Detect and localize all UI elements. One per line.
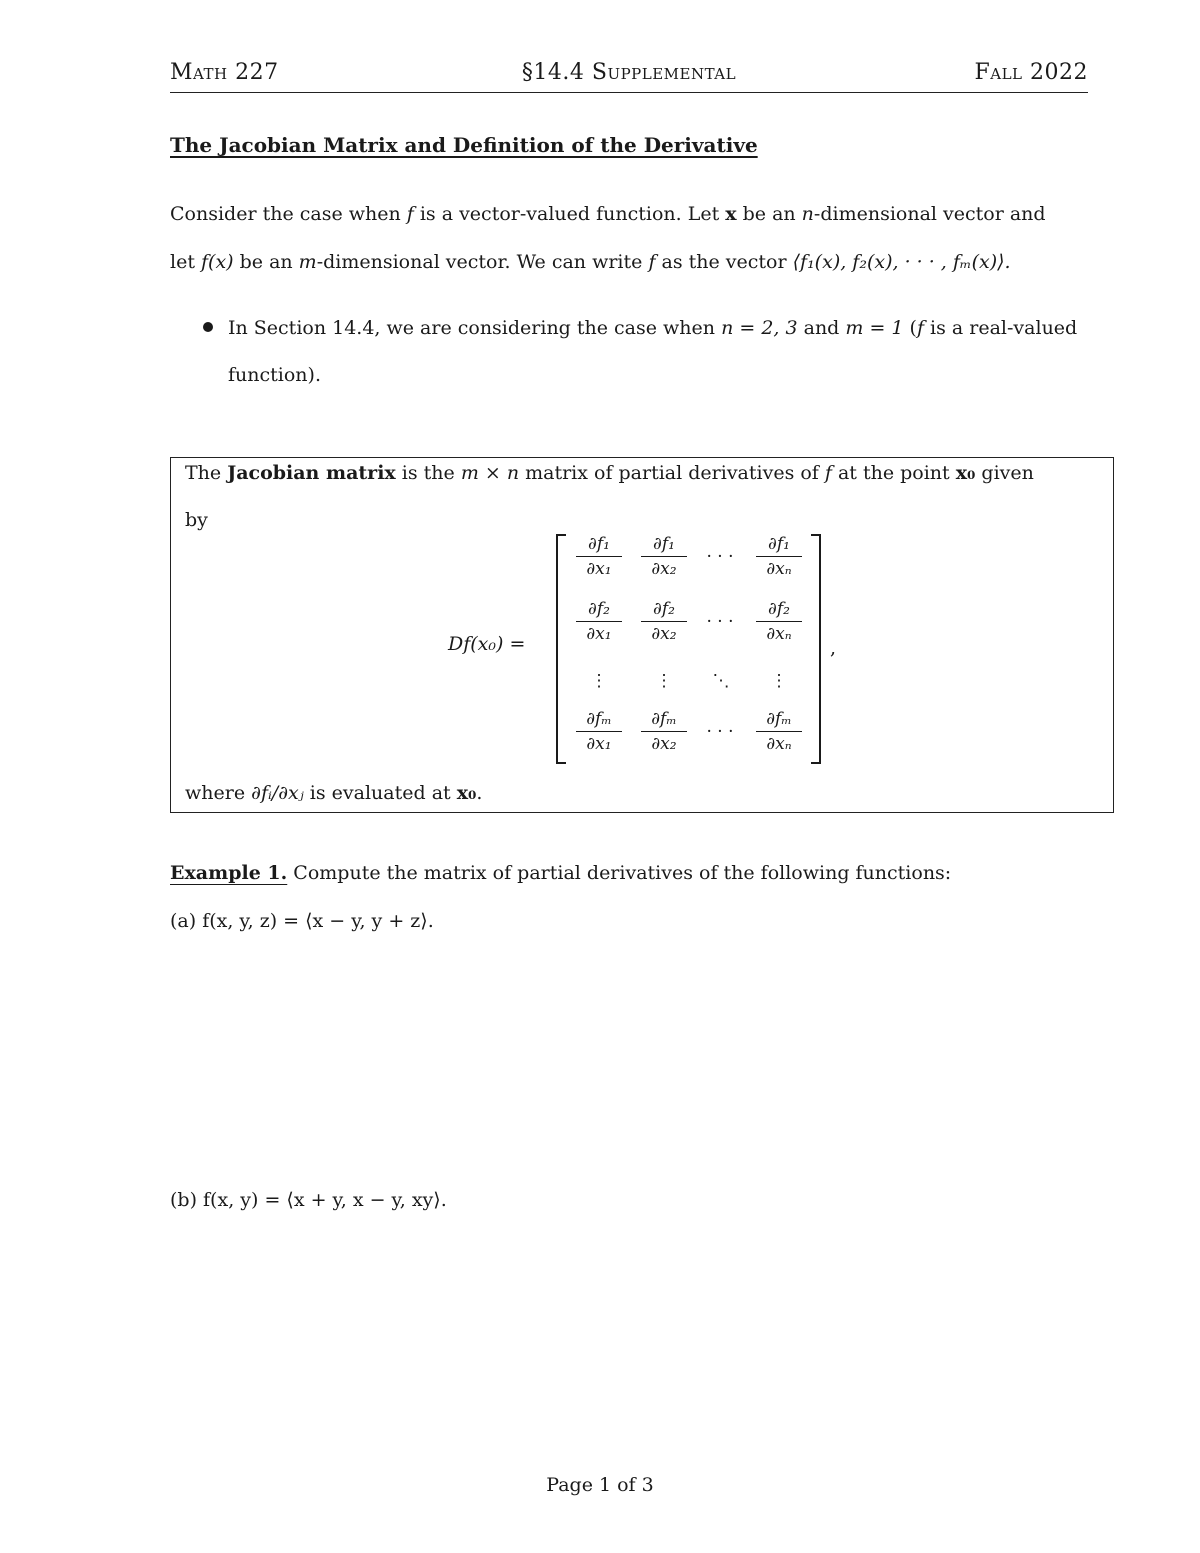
fraction-bar <box>756 731 802 732</box>
math-fx: f(x) <box>201 251 234 273</box>
jacobian-lhs: Df(x₀) = <box>448 633 526 655</box>
defined-term: Jacobian matrix <box>227 462 396 484</box>
text-span: given <box>975 462 1034 484</box>
example-part-b: (b) f(x, y) = ⟨x + y, x − y, xy⟩. <box>170 1189 447 1211</box>
fraction-bar <box>641 731 687 732</box>
fraction-bar <box>576 731 622 732</box>
fraction-bar <box>576 621 622 622</box>
text-span: matrix of partial derivatives of <box>519 462 825 484</box>
denominator: ∂xₙ <box>766 734 792 754</box>
matrix-right-bracket <box>811 534 821 764</box>
denominator: ∂x₂ <box>651 734 677 754</box>
course-name: Math 227 <box>170 60 279 85</box>
math-x0: x₀ <box>955 462 976 484</box>
text-span: and <box>797 317 846 339</box>
math-dimensions: m × n <box>460 462 520 484</box>
example-label: Example 1. <box>170 862 288 884</box>
math-x-bold: x <box>725 203 737 225</box>
denominator: ∂x₁ <box>586 624 612 644</box>
math-f: f <box>916 317 924 339</box>
denominator: ∂x₂ <box>651 559 677 579</box>
bullet-line-2: function). <box>228 364 321 386</box>
section-title: §14.4 Supplemental <box>521 60 737 85</box>
page-number: Page 1 of 3 <box>546 1474 654 1496</box>
matrix-entry <box>752 708 806 755</box>
intro-line-2 <box>170 251 1011 273</box>
denominator: ∂x₁ <box>586 734 612 754</box>
text-span: is the <box>395 462 461 484</box>
numerator: ∂fₘ <box>766 709 792 729</box>
denominator: ∂xₙ <box>766 624 792 644</box>
math-f: f <box>648 251 656 273</box>
numerator: ∂f₂ <box>588 599 610 619</box>
denominator: ∂xₙ <box>766 559 792 579</box>
text-span: In Section 14.4, we are considering the case when <box>228 317 722 339</box>
text-span: The <box>185 462 228 484</box>
text-span: be an <box>736 203 802 225</box>
definition-line-2: by <box>185 509 208 531</box>
hdots: · · · <box>706 612 734 632</box>
vdots: ⋮ <box>590 671 608 691</box>
matrix-entry <box>637 598 691 645</box>
matrix-entry <box>572 598 626 645</box>
matrix-comma: , <box>830 637 837 659</box>
text-span: . <box>476 782 483 804</box>
math-x0: x₀ <box>456 782 477 804</box>
math-n-values: n = 2, 3 <box>721 317 798 339</box>
text-span: at the point <box>831 462 956 484</box>
section-heading: The Jacobian Matrix and Definition of the Derivative <box>170 133 758 157</box>
matrix-entry <box>637 708 691 755</box>
numerator: ∂f₂ <box>768 599 790 619</box>
matrix-entry <box>752 598 806 645</box>
text-span: where <box>185 782 252 804</box>
math-vector: ⟨f₁(x), f₂(x), · · · , fₘ(x)⟩. <box>792 251 1011 273</box>
text-span: -dimensional vector and <box>813 203 1046 225</box>
matrix-entry <box>637 533 691 580</box>
text-span: be an <box>233 251 299 273</box>
term-label: Fall 2022 <box>974 60 1088 85</box>
text-span: let <box>170 251 201 273</box>
ddots: ⋱ <box>712 671 730 691</box>
numerator: ∂f₂ <box>653 599 675 619</box>
vdots: ⋮ <box>770 671 788 691</box>
hdots: · · · <box>706 722 734 742</box>
math-partial: ∂fᵢ/∂xⱼ <box>251 782 304 804</box>
example-part-a: (a) f(x, y, z) = ⟨x − y, y + z⟩. <box>170 910 434 932</box>
fraction-bar <box>756 556 802 557</box>
matrix-entry <box>572 708 626 755</box>
math-f: f <box>406 203 414 225</box>
numerator: ∂f₁ <box>653 534 675 554</box>
numerator: ∂fₘ <box>651 709 677 729</box>
example-text: Compute the matrix of partial derivatives of the following functions: <box>287 862 952 884</box>
matrix-entry <box>752 533 806 580</box>
math-m: m <box>298 251 317 273</box>
fraction-bar <box>641 556 687 557</box>
fraction-bar <box>641 621 687 622</box>
definition-line-1 <box>185 462 1034 484</box>
denominator: ∂x₂ <box>651 624 677 644</box>
math-n: n <box>801 203 814 225</box>
numerator: ∂f₁ <box>588 534 610 554</box>
vdots: ⋮ <box>655 671 673 691</box>
bullet-line-1 <box>228 317 1077 339</box>
intro-line-1 <box>170 203 1046 225</box>
text-span: -dimensional vector. We can write <box>316 251 649 273</box>
text-span: Consider the case when <box>170 203 407 225</box>
page-header <box>170 60 1088 93</box>
text-span: as the vector <box>655 251 793 273</box>
math-f: f <box>824 462 832 484</box>
text-span: ( <box>903 317 917 339</box>
hdots: · · · <box>706 547 734 567</box>
text-span: is evaluated at <box>303 782 457 804</box>
numerator: ∂fₘ <box>586 709 612 729</box>
matrix-left-bracket <box>556 534 566 764</box>
denominator: ∂x₁ <box>586 559 612 579</box>
text-span: is a real-valued <box>924 317 1078 339</box>
fraction-bar <box>576 556 622 557</box>
example-prompt <box>170 862 951 884</box>
definition-last-line <box>185 782 482 804</box>
numerator: ∂f₁ <box>768 534 790 554</box>
matrix-entry <box>572 533 626 580</box>
text-span: is a vector-valued function. Let <box>413 203 726 225</box>
fraction-bar <box>756 621 802 622</box>
math-m-value: m = 1 <box>845 317 904 339</box>
bullet-icon <box>203 322 213 332</box>
